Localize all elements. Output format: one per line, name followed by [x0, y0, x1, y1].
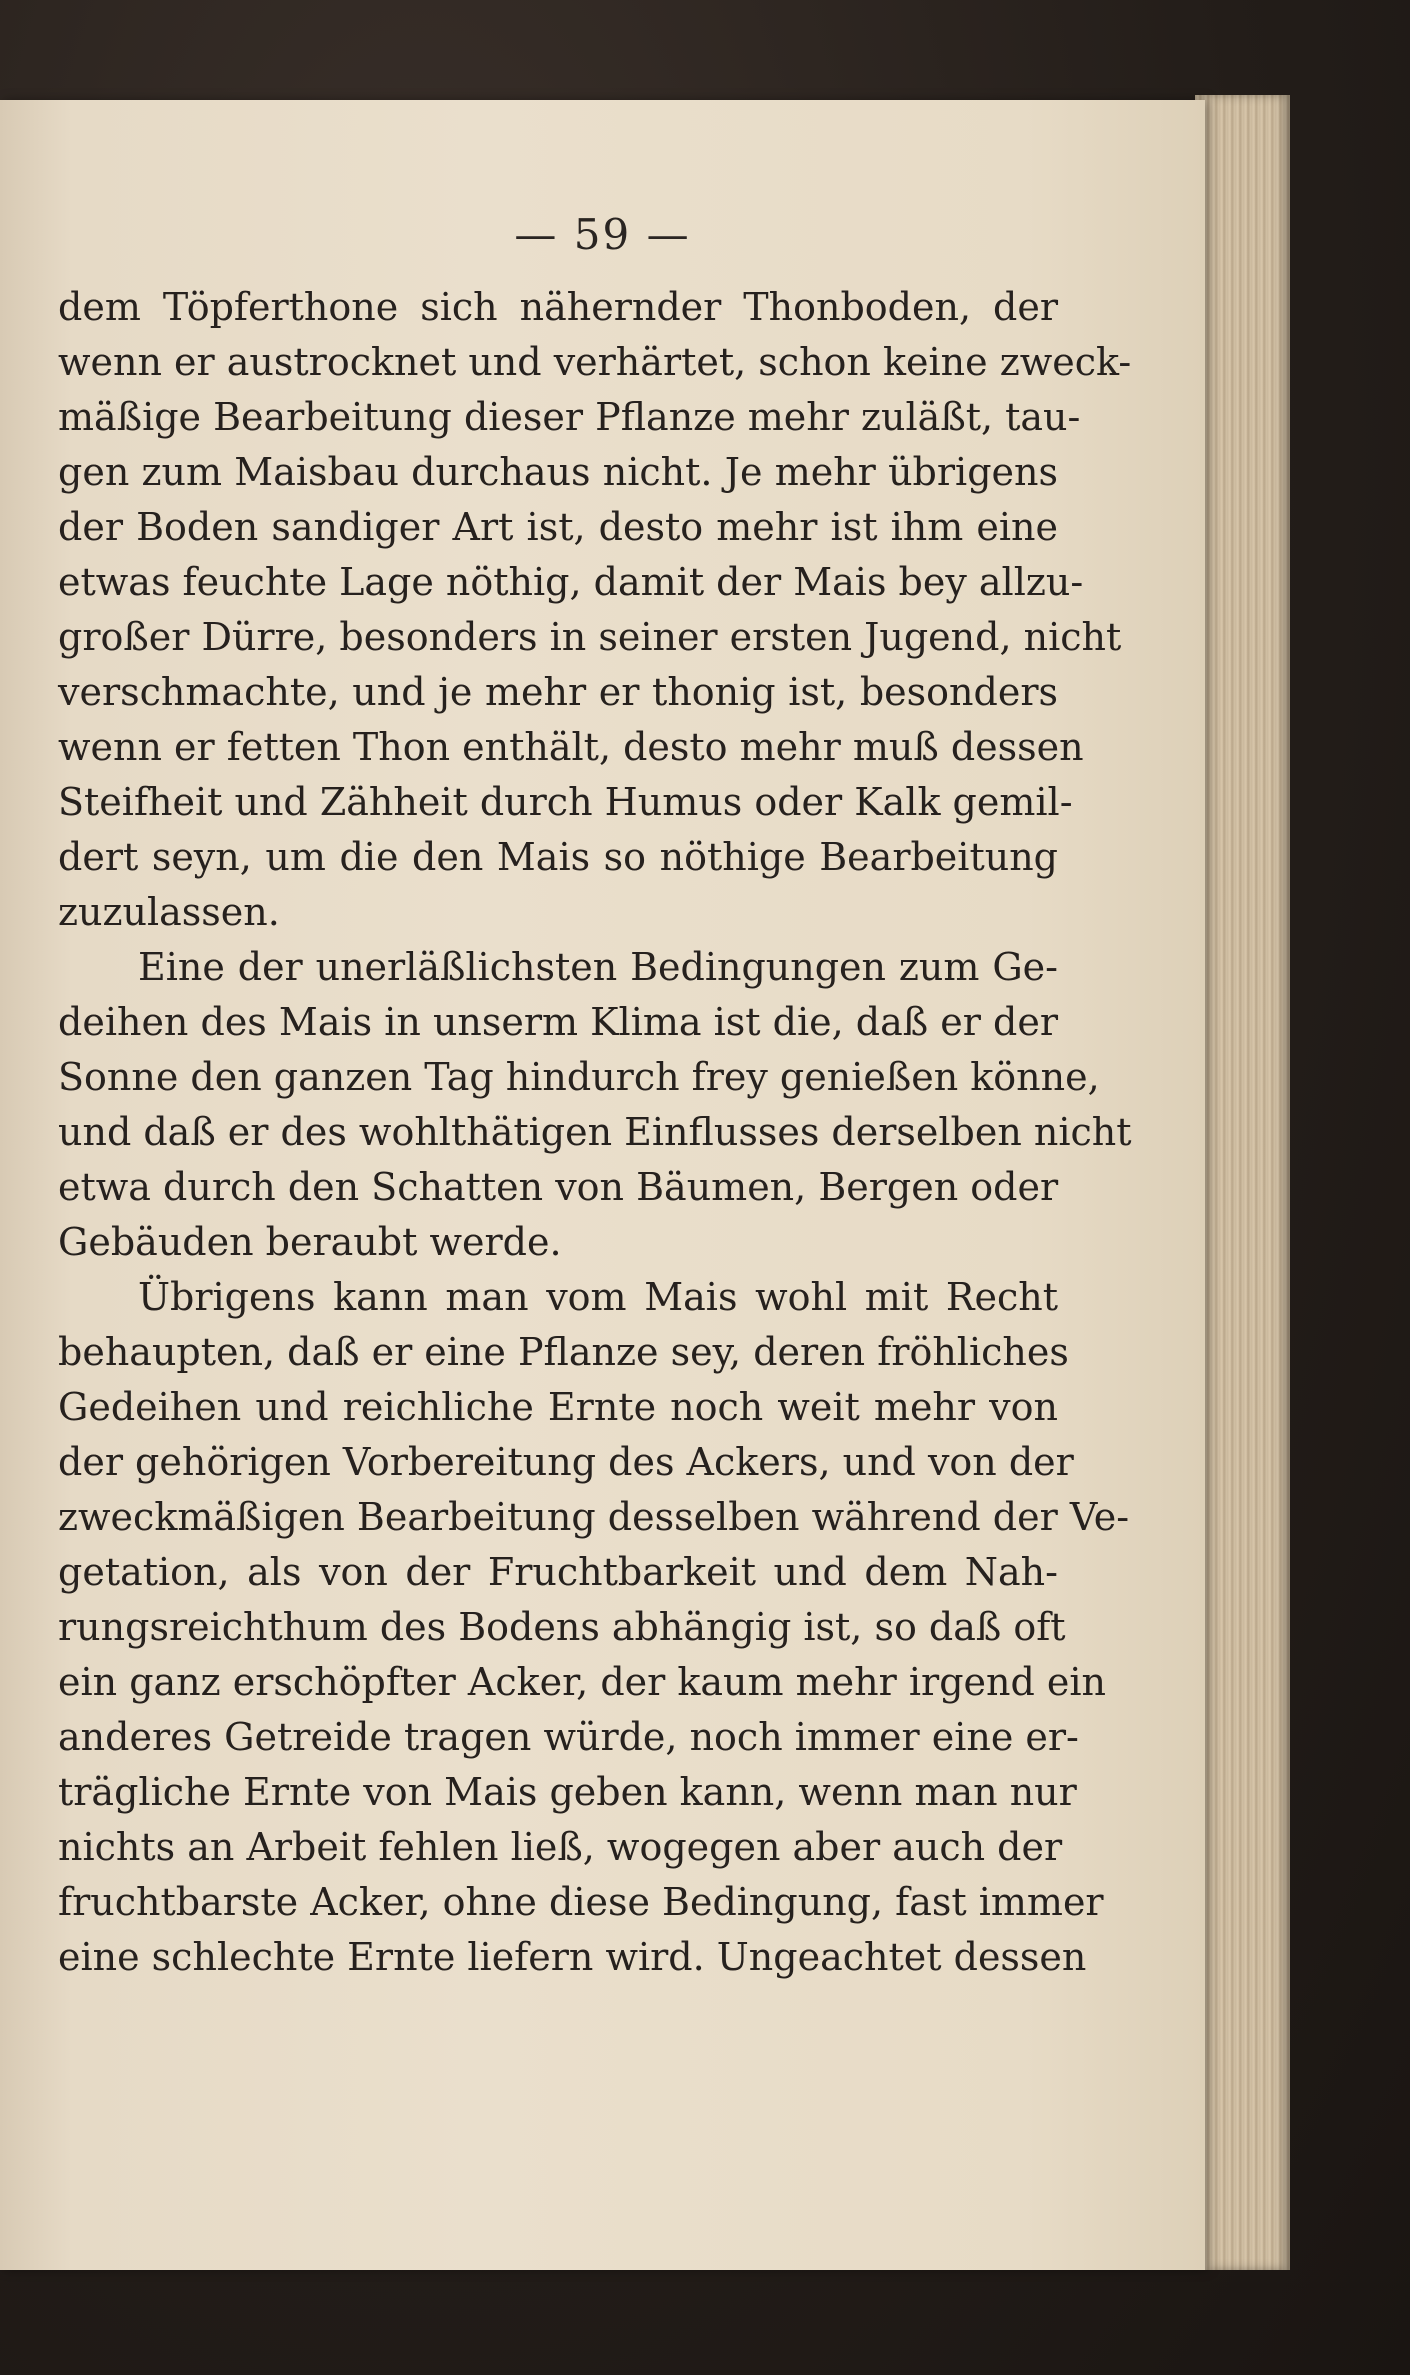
- text-line: anderes Getreide tragen würde, noch immer eine er-: [58, 1715, 1079, 1759]
- text-line: getation, als von der Fruchtbarkeit und dem Nah-: [58, 1550, 1058, 1594]
- text-line: nichts an Arbeit fehlen ließ, wogegen aber auch der: [58, 1825, 1063, 1869]
- text-line: großer Dürre, besonders in seiner ersten Jugend, nicht: [58, 615, 1122, 659]
- text-line: zuzulassen.: [58, 890, 280, 934]
- text-line: Steifheit und Zähheit durch Humus oder Kalk gemil-: [58, 780, 1073, 824]
- text-line: Übrigens kann man vom Mais wohl mit Recht: [138, 1275, 1058, 1319]
- text-line: etwas feuchte Lage nöthig, damit der Mais bey allzu-: [58, 560, 1084, 604]
- book-page: [0, 100, 1205, 2270]
- body-text: [58, 280, 1132, 1985]
- text-line: Gedeihen und reichliche Ernte noch weit mehr von: [58, 1385, 1058, 1429]
- text-line: deihen des Mais in unserm Klima ist die, daß er der: [58, 1000, 1058, 1044]
- text-line: fruchtbarste Acker, ohne diese Bedingung, fast immer: [58, 1880, 1104, 1924]
- text-line: Sonne den ganzen Tag hindurch frey genießen könne,: [58, 1055, 1100, 1099]
- text-line: gen zum Maisbau durchaus nicht. Je mehr übrigens: [58, 450, 1058, 494]
- text-line: Gebäuden beraubt werde.: [58, 1220, 562, 1264]
- text-line: der gehörigen Vorbereitung des Ackers, und von der: [58, 1440, 1074, 1484]
- text-line: eine schlechte Ernte liefern wird. Ungeachtet dessen: [58, 1935, 1087, 1979]
- page-fore-edge: [1195, 95, 1290, 2270]
- text-line: dem Töpferthone sich nähernder Thonboden, der: [58, 285, 1058, 329]
- text-line: wenn er austrocknet und verhärtet, schon keine zweck-: [58, 340, 1132, 384]
- text-line: Eine der unerläßlichsten Bedingungen zum Ge-: [138, 945, 1058, 989]
- page-number: — 59 —: [514, 210, 691, 259]
- text-line: verschmachte, und je mehr er thonig ist, besonders: [58, 670, 1058, 714]
- text-line: mäßige Bearbeitung dieser Pflanze mehr zuläßt, tau-: [58, 395, 1081, 439]
- text-line: dert seyn, um die den Mais so nöthige Bearbeitung: [58, 835, 1058, 879]
- text-line: der Boden sandiger Art ist, desto mehr ist ihm eine: [58, 505, 1058, 549]
- text-line: und daß er des wohlthätigen Einflusses derselben nicht: [58, 1110, 1132, 1154]
- text-line: rungsreichthum des Bodens abhängig ist, so daß oft: [58, 1605, 1066, 1649]
- text-line: behaupten, daß er eine Pflanze sey, deren fröhliches: [58, 1330, 1069, 1374]
- text-line: ein ganz erschöpfter Acker, der kaum mehr irgend ein: [58, 1660, 1107, 1704]
- text-line: zweckmäßigen Bearbeitung desselben während der Ve-: [58, 1495, 1130, 1539]
- text-line: etwa durch den Schatten von Bäumen, Bergen oder: [58, 1165, 1059, 1209]
- text-line: wenn er fetten Thon enthält, desto mehr muß dessen: [58, 725, 1084, 769]
- text-line: trägliche Ernte von Mais geben kann, wenn man nur: [58, 1770, 1077, 1814]
